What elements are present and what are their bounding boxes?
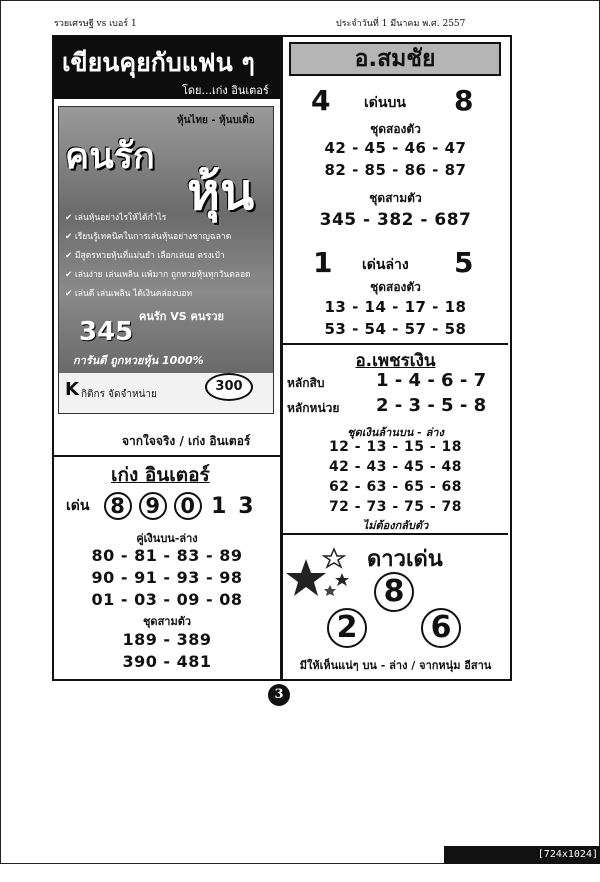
promo-bullet: ✔ เล่นดี เล่นเพลิน ได้เงินคล่องบอท [65, 289, 193, 299]
play-numbers [66, 492, 276, 526]
three-row: 189 - 389 [122, 630, 212, 649]
two-rows [283, 137, 508, 181]
number-row: 42 - 45 - 46 - 47 [324, 139, 467, 157]
publisher-logo: K [65, 379, 79, 400]
star-digit-top: 8 [374, 572, 414, 612]
star-digit-left: 2 [327, 608, 367, 648]
top-left-digit: 4 [311, 84, 331, 117]
divider [283, 343, 508, 345]
number-row: 42 - 43 - 45 - 48 [328, 459, 463, 475]
number-row: 12 - 13 - 15 - 18 [328, 439, 463, 455]
top-right-digit: 8 [454, 84, 474, 117]
three-label: ชุดสามตัว [369, 191, 422, 205]
banner-byline: โดย...เก่ง อินเตอร์ [182, 84, 269, 97]
set-label: ชุดเงินล้านบน - ล่าง [347, 426, 444, 439]
promo-vs-text: คนรัก VS คนรวย [139, 310, 224, 323]
divider [54, 455, 280, 457]
number-row: 82 - 85 - 86 - 87 [324, 161, 467, 179]
low-rows [283, 296, 508, 340]
three-row: 345 - 382 - 687 [319, 210, 472, 230]
circled-digit: 8 [104, 492, 132, 520]
low-right-digit: 5 [454, 246, 474, 279]
book-advert [58, 106, 274, 414]
petch-note: ไม่ต้องกลับตัว [362, 519, 429, 532]
promo-bullet: ✔ เล่นหุ้นอย่างไรให้ได้กำไร [65, 213, 167, 223]
three-label: ชุดสามตัว [142, 615, 192, 628]
circled-digit: 9 [139, 492, 167, 520]
promo-bullet: ✔ เล่นง่าย เล่นเพลิน แพ้มาก ถูกหวยหุ้นทุกวันตลอด [65, 270, 251, 280]
petch-title: อ.เพชรเงิน [355, 351, 436, 371]
promo-guarantee: การันตี ถูกหวยหุ้น 1000% [73, 354, 204, 367]
pair-row: 01 - 03 - 09 - 08 [91, 590, 243, 609]
circled-digit: 0 [174, 492, 202, 520]
watermark: [724x1024] http://upic.me/ [444, 846, 600, 864]
header-left: รวยเศรษฐี vs เบอร์ 1 [54, 19, 137, 29]
somchai-title: อ.สมชัย [289, 42, 501, 76]
tens-label: หลักสิบ [287, 376, 325, 390]
header-right: ประจำวันที่ 1 มีนาคม พ.ศ. 2557 [336, 19, 466, 29]
from-line: จากใจจริง / เก่ง อินเตอร์ [122, 434, 251, 448]
low-left-digit: 1 [313, 246, 333, 279]
banner [54, 37, 280, 99]
pairs-list [54, 545, 280, 611]
play-label: เด่น [66, 498, 90, 514]
two-label: ชุดสองตัว [370, 122, 421, 136]
number-row: 72 - 73 - 75 - 78 [328, 499, 463, 515]
stars-icon [284, 545, 356, 605]
promo-bullets [65, 209, 270, 304]
pairs-label: คู่เงินบน-ล่าง [136, 532, 198, 545]
promo-bullet: ✔ มีสูตรหวยหุ้นที่แม่นยำ เลือกเล่นย ตรงเป้า [65, 251, 225, 261]
digit: 3 [238, 493, 254, 519]
promo-title-1: คนรัก [65, 136, 155, 177]
stars-title: ดาวเด่น [367, 547, 443, 572]
star-digit-right: 6 [421, 608, 461, 648]
petch-rows [283, 437, 508, 517]
publisher-name: กิติกร จัดจำหน่าย [81, 389, 157, 400]
promo-number: 345 [79, 317, 134, 347]
promo-title-2: หุ้น [187, 163, 255, 221]
top-label: เด่นบน [364, 95, 406, 111]
units-label: หลักหน่วย [287, 401, 340, 415]
digit: 1 [211, 493, 227, 519]
promo-top-label: หุ้นไทย - หุ้นบเดิ่อ [177, 115, 255, 126]
promo-bullet: ✔ เรียนรู้เทคนิคในการเล่นหุ้นอย่างชาญฉลาด [65, 232, 232, 242]
number-row: 13 - 14 - 17 - 18 [324, 298, 467, 316]
low-label: เด่นล่าง [362, 257, 409, 273]
tens-digits: 1 - 4 - 6 - 7 [376, 370, 487, 391]
pair-row: 80 - 81 - 83 - 89 [91, 546, 243, 565]
name-title: เก่ง อินเตอร์ [111, 464, 210, 486]
banner-title: เขียนคุยกับแฟน ๆ [62, 48, 255, 77]
pair-row: 90 - 91 - 93 - 98 [91, 568, 243, 587]
low-two-label: ชุดสองตัว [370, 280, 421, 294]
three-list [54, 629, 280, 673]
number-row: 53 - 54 - 57 - 58 [324, 320, 467, 338]
divider [283, 533, 508, 535]
price-badge: 300 [205, 373, 253, 401]
stars-footer: มีให้เห็นแน่ๆ บน - ล่าง / จากหนุ่ม อีสาน [299, 659, 492, 672]
number-row: 62 - 63 - 65 - 68 [328, 479, 463, 495]
units-digits: 2 - 3 - 5 - 8 [376, 395, 487, 416]
three-row: 390 - 481 [122, 652, 212, 671]
page-number: 3 [268, 684, 290, 706]
